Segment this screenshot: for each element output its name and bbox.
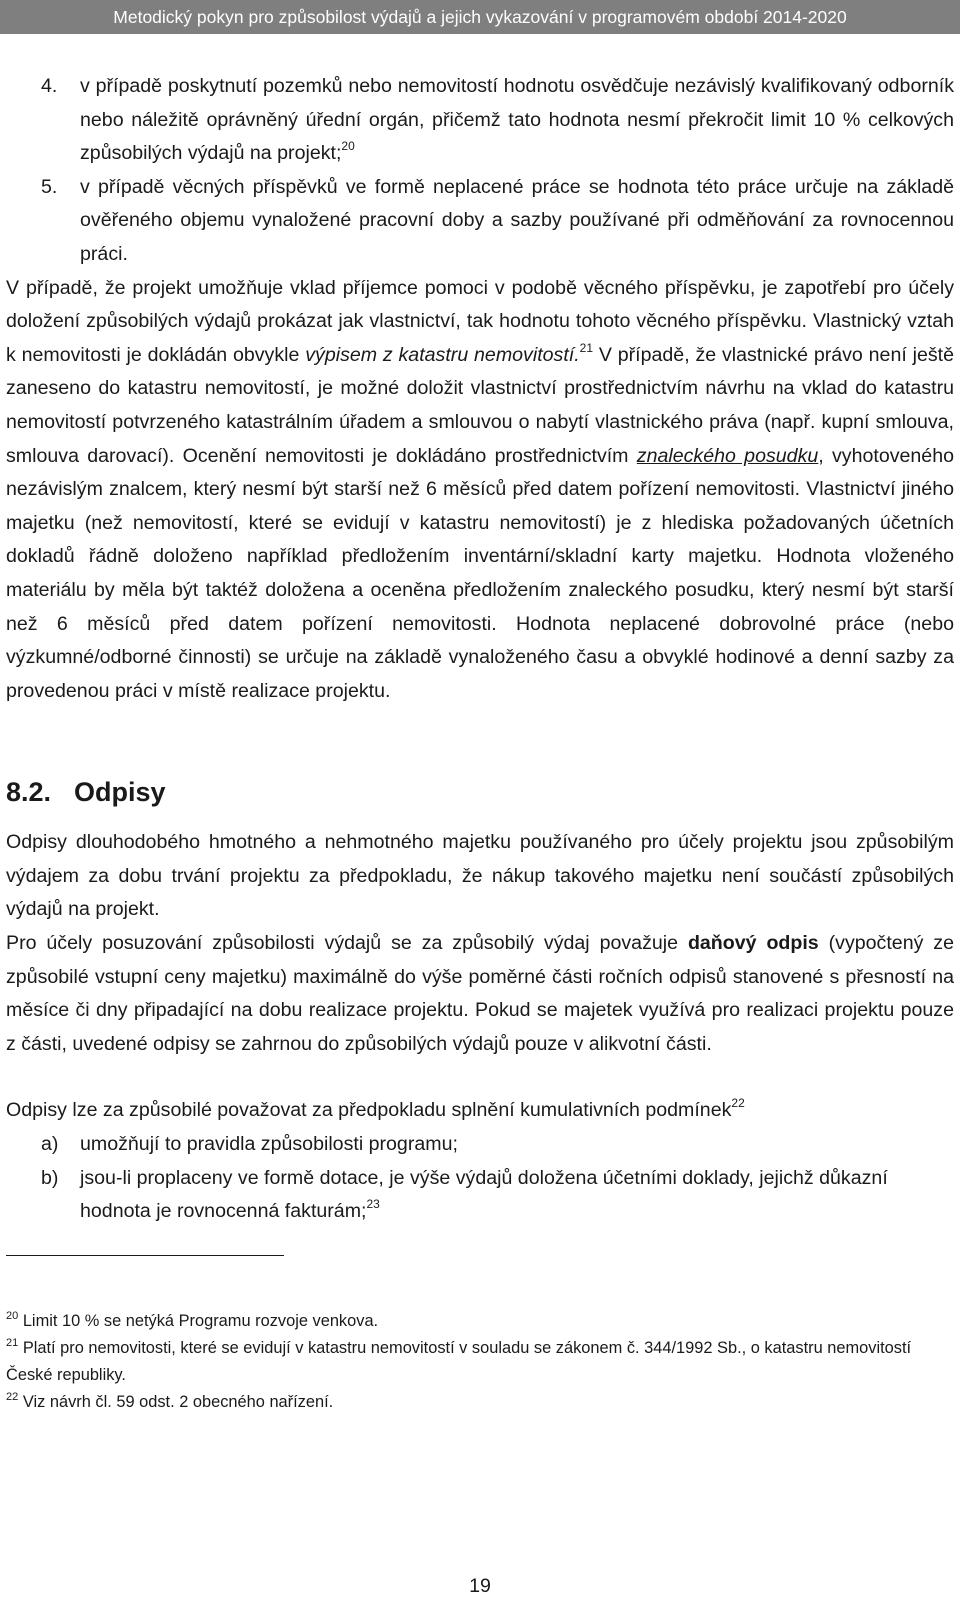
- list-item-label: a): [41, 1133, 59, 1156]
- header-title: Metodický pokyn pro způsobilost výdajů a jejich vykazování v programovém období 2014-2020: [113, 7, 847, 27]
- footnote-20: [6, 1308, 954, 1335]
- footnote-ref-20: 20: [341, 139, 355, 154]
- section-title: Odpisy: [74, 777, 166, 808]
- footnote-number: 21: [6, 1336, 19, 1349]
- list-item-4: [6, 70, 954, 171]
- footnote-number: 20: [6, 1309, 19, 1322]
- footnote-21: [6, 1335, 954, 1389]
- paragraph-odpisy-intro: Odpisy dlouhodobého hmotného a nehmotného majetku používaného pro účely projektu jsou způsobilým výdajem za dobu trvání projektu za předpokladu, že nákup takového majetku není součástí způsobilých výdajů na projekt.: [6, 831, 954, 921]
- bold-text: daňový odpis: [687, 932, 819, 955]
- footnote-text: Limit 10 % se netýká Programu rozvoje venkova.: [22, 1311, 379, 1330]
- paragraph-text: , vyhotoveného nezávislým znalcem, který nesmí být starší než 6 měsíců před datem pořízení nemovitosti. Vlastnictví jiného majetku (než nemovitostí, které se evidují v katastru nemovitostí) je z hlediska požadovaných účetních dokladů řádně doloženo například předložením inventární/skladní karty majetku. Hodnota vloženého materiálu by měla být taktéž doložena a oceněna předložením znaleckého posudku, který nesmí být starší než 6 měsíců před datem pořízení nemovitosti. Hodnota neplacené dobrovolné práce (nebo výzkumné/odborné činnosti) se určuje na základě vynaloženého času a obvyklé hodinové a denní sazby za provedenou práci v místě realizace projektu.: [6, 444, 954, 702]
- paragraph-danovy-odpis: [6, 927, 954, 1061]
- italic-text: výpisem z katastru nemovitostí.: [305, 343, 580, 366]
- document-header: [0, 0, 960, 34]
- footnote-22: [6, 1389, 954, 1416]
- italic-text: znaleckého posudku: [636, 444, 819, 467]
- list-item-a: [6, 1128, 954, 1162]
- list-item-text: v případě poskytnutí pozemků nebo nemovitostí hodnotu osvědčuje nezávislý kvalifikovaný odborník nebo náležitě oprávněný úřední orgán, přičemž tato hodnota nesmí překročit limit 10 % celkových způsobilých výdajů na projekt;: [80, 75, 954, 165]
- list-item-5: [6, 171, 954, 272]
- paragraph-vecny-prispevek: [6, 272, 954, 709]
- spacer: [6, 1061, 954, 1094]
- paragraph-text: Odpisy lze za způsobilé považovat za předpokladu splnění kumulativních podmínek: [6, 1099, 732, 1122]
- page-content: [6, 70, 954, 1416]
- footnote-ref-22: 22: [731, 1096, 745, 1111]
- list-item-text: v případě věcných příspěvků ve formě neplacené práce se hodnota této práce určuje na základě ověřeného objemu vynaložené pracovní doby a sazby používané při odměňování za rovnocennou práci.: [80, 175, 954, 265]
- footnote-number: 22: [6, 1390, 19, 1403]
- paragraph-text: Pro účely posuzování způsobilosti výdajů se za způsobilý výdaj považuje: [6, 932, 688, 955]
- section-heading: [6, 772, 954, 812]
- footnote-text: Platí pro nemovitosti, které se evidují v katastru nemovitostí v souladu se zákonem č. 344/1992 Sb., o katastru nemovitostí České republiky.: [6, 1338, 912, 1384]
- paragraph-podminky: [6, 1094, 954, 1128]
- page-number: 19: [469, 1575, 491, 1597]
- footnote-ref-21: 21: [579, 340, 594, 355]
- footnote-text: Viz návrh čl. 59 odst. 2 obecného nařízení.: [22, 1392, 334, 1411]
- list-item-label: b): [41, 1166, 59, 1189]
- list-item-text: jsou-li proplaceny ve formě dotace, je výše výdajů doložena účetními doklady, jejichž důkazní hodnota je rovnocenná fakturám;: [80, 1166, 888, 1223]
- section-number: 8.2.: [6, 777, 52, 808]
- list-item-number: 4.: [41, 75, 58, 97]
- paragraph-text: V případě, že vlastnické právo není ještě zaneseno do katastru nemovitostí, je možné doložit vlastnictví prostřednictvím návrhu na vklad do katastru nemovitostí potvrzeného katastrálním úřadem a smlouvou o nabytí vlastnického práva (např. kupní smlouva, smlouva darovací). Ocenění nemovitosti je dokládáno prostřednictvím: [6, 343, 954, 467]
- paragraph-text: (vypočtený ze způsobilé vstupní ceny majetku) maximálně do výše poměrné části ročních odpisů stanovené s přesností na měsíce či dny připadající na dobu realizace projektu. Pokud se majetek využívá pro realizaci projektu pouze z části, uvedené odpisy se zahrnou do způsobilých výdajů pouze v alikvotní části.: [6, 932, 955, 1055]
- list-item-b: [6, 1162, 954, 1229]
- paragraph-text: V případě, že projekt umožňuje vklad příjemce pomoci v podobě věcného příspěvku, je zapotřebí pro účely doložení způsobilých výdajů prokázat jak vlastnictví, tak hodnotu tohoto věcného příspěvku. Vlastnický vztah k nemovitosti je dokládán obvykle: [6, 276, 954, 366]
- footnote-ref-23: 23: [366, 1197, 380, 1212]
- footnotes: [6, 1308, 954, 1416]
- list-item-text: umožňují to pravidla způsobilosti programu;: [80, 1133, 458, 1156]
- footnote-separator: [6, 1255, 284, 1256]
- list-item-number: 5.: [41, 175, 58, 198]
